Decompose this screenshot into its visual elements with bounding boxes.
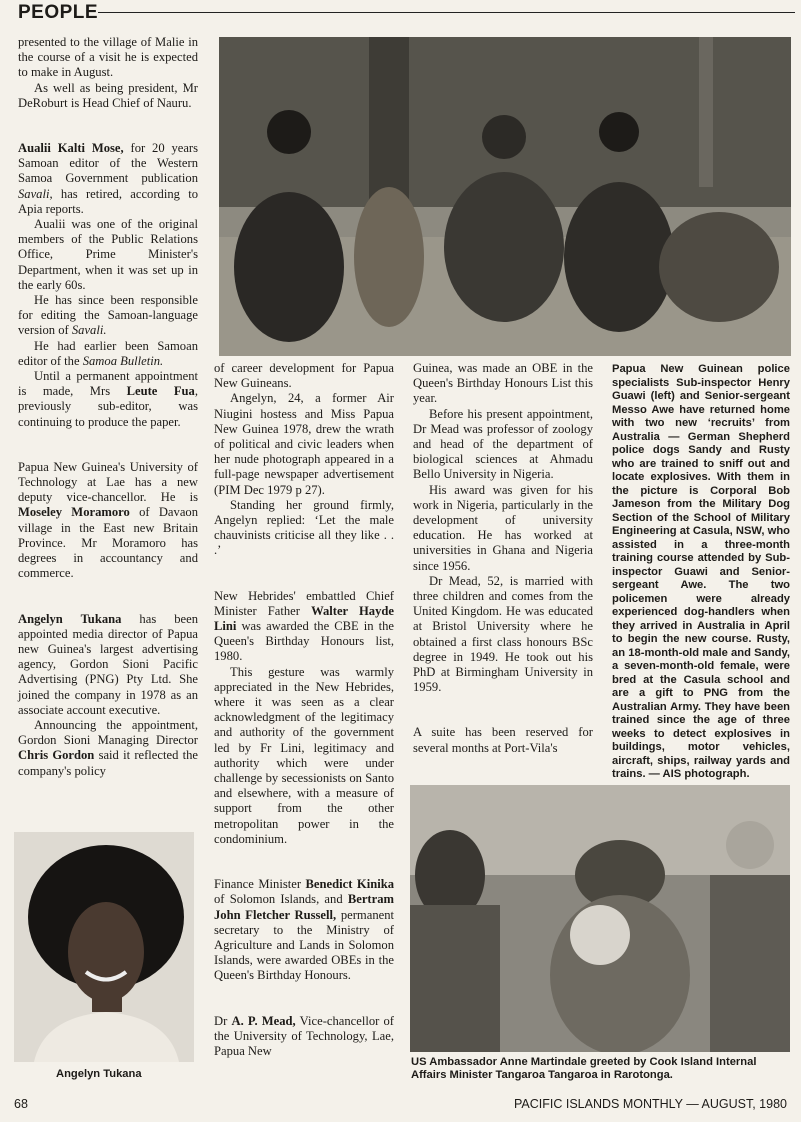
section-title: PEOPLE — [18, 2, 99, 23]
person-name: Aualii Kalti Mose, — [18, 141, 124, 156]
ambassador-photo — [410, 785, 790, 1052]
paragraph: He had earlier been Samoan editor of the Samoa Bulletin. — [18, 338, 198, 368]
paragraph: Before his present appointment, Dr Mead was professor of zoology and head of the department of biological sciences at Ahmadu Bello University in Nigeria. — [413, 406, 593, 482]
paragraph: Standing her ground firmly, Angelyn replied: ‘Let the male chauvinists criticise all they like . . .’ — [214, 497, 394, 558]
paragraph: presented to the village of Malie in the course of a visit he is expected to make in August. — [18, 35, 198, 80]
police-dogs-photo — [219, 37, 791, 356]
paragraph: Angelyn, 24, a former Air Niugini hostess and Miss Papua New Guinea 1978, drew the wrath of political and civic leaders when her nude photograph appeared in a full-page newspaper advertisement (PIM Dec 1979 p 27). — [214, 391, 394, 497]
paragraph: Papua New Guinea's University of Technology at Lae has a new deputy vice-chancellor. He is Moseley Moramoro of Davaon village in the East new Britain Province. Mr Moramoro has degrees in accountancy and commerce. — [18, 459, 199, 581]
paragraph: He has since been responsible for editing the Samoan-language version of Savali. — [18, 293, 198, 338]
paragraph: Finance Minister Benedict Kinika of Solomon Islands, and Bertram John Fletcher Russell, permanent secretary to the Ministry of Agriculture and Lands in Solomon Islands, were awarded OBEs in the Queen's Birthday Honours. — [214, 877, 394, 983]
column-3 — [413, 361, 593, 756]
paragraph: Angelyn Tukana has been appointed media director of Papua new Guinea's largest advertising agency, Gordon Sioni Pacific Advertising (PNG) Pty Ltd. She joined the company in 1978 as an associate account executive. — [18, 611, 198, 717]
ambassador-caption: US Ambassador Anne Martindale greeted by Cook Island Internal Affairs Minister Tangaroa Tangaroa in Rarotonga. — [411, 1056, 757, 1081]
publication-footer: PACIFIC ISLANDS MONTHLY — AUGUST, 1980 — [514, 1097, 787, 1111]
portrait-photo — [14, 832, 194, 1062]
publication-name: Savali, — [18, 186, 53, 201]
police-dogs-caption: Papua New Guinean police specialists Sub-inspector Henry Guawi (left) and Senior-sergeant Messo Awe have returned home with two new ‘recruits’ from Australia — German Shepherd police dogs Sandy and Rusty who are trained to sniff out and locate explosives. With them in the picture is Corporal Bob Jameson from the Military Dog Section of the School of Military Engineering at Casula, NSW, who assisted in a three-month training course attended by Sub-inspector Guawi and Senior-sergeant Awe. The two policemen were already experienced dog-handlers when they arrived in Australia in April to begin the new course. Rusty, an 18-month-old male and Sandy, a seven-month-old female, were bred at the Casula school and are a gift to PNG from the Australian Army. They have been trained since the age of three weeks to detect explosives in buildings, motor vehicles, aircraft, ships, railway yards and trains. — AIS photograph. — [612, 363, 790, 780]
paragraph: A suite has been reserved for several months at Port-Vila's — [413, 725, 593, 755]
paragraph: Until a permanent appointment is made, Mrs Leute Fua, previously sub-editor, was continuing to produce the paper. — [18, 369, 198, 429]
paragraph: of career development for Papua New Guineans. — [214, 361, 394, 391]
paragraph: New Hebrides' embattled Chief Minister Father Walter Hayde Lini was awarded the CBE in the Queen's Birthday Honours list, 1980. — [214, 588, 394, 664]
paragraph: Announcing the appointment, Gordon Sioni Managing Director Chris Gordon said it reflected the company's policy — [18, 717, 198, 778]
paragraph: Aualii was one of the original members of the Public Relations Office, Prime Minister's Department, when it was set up in the early 60s. — [18, 217, 198, 292]
paragraph: Aualii Kalti Mose, for 20 years Samoan editor of the Western Samoa Government publication Savali, has retired, according to Apia reports. — [18, 141, 199, 216]
portrait-caption: Angelyn Tukana — [56, 1068, 142, 1080]
column-1 — [18, 35, 198, 779]
paragraph: Dr Mead, 52, is married with three children and comes from the United Kingdom. He was educated at Bristol University where he obtained a first class honours BSc degree in 1949. He took out his PhD at Birmingham University in 1959. — [413, 573, 593, 695]
paragraph: His award was given for his work in Nigeria, particularly in the development of university education. He has worked at universities in Ghana and Nigeria since 1956. — [413, 482, 593, 573]
page-number: 68 — [14, 1097, 28, 1111]
paragraph: This gesture was warmly appreciated in the New Hebrides, where it was seen as a clear acknowledgment of the legitimacy and authority of the government led by Fr Lini, legitimacy and authority which were under challenge by secessionists on Santo and elsewhere, with a measure of support from the other metropolitan power in the condominium. — [214, 664, 394, 846]
header-rule — [98, 12, 795, 13]
column-2 — [214, 361, 394, 1059]
paragraph: As well as being president, Mr DeRoburt is Head Chief of Nauru. — [18, 80, 198, 110]
paragraph: Dr A. P. Mead, Vice-chancellor of the University of Technology, Lae, Papua New — [214, 1013, 395, 1058]
paragraph: Guinea, was made an OBE in the Queen's Birthday Honours List this year. — [413, 361, 593, 406]
